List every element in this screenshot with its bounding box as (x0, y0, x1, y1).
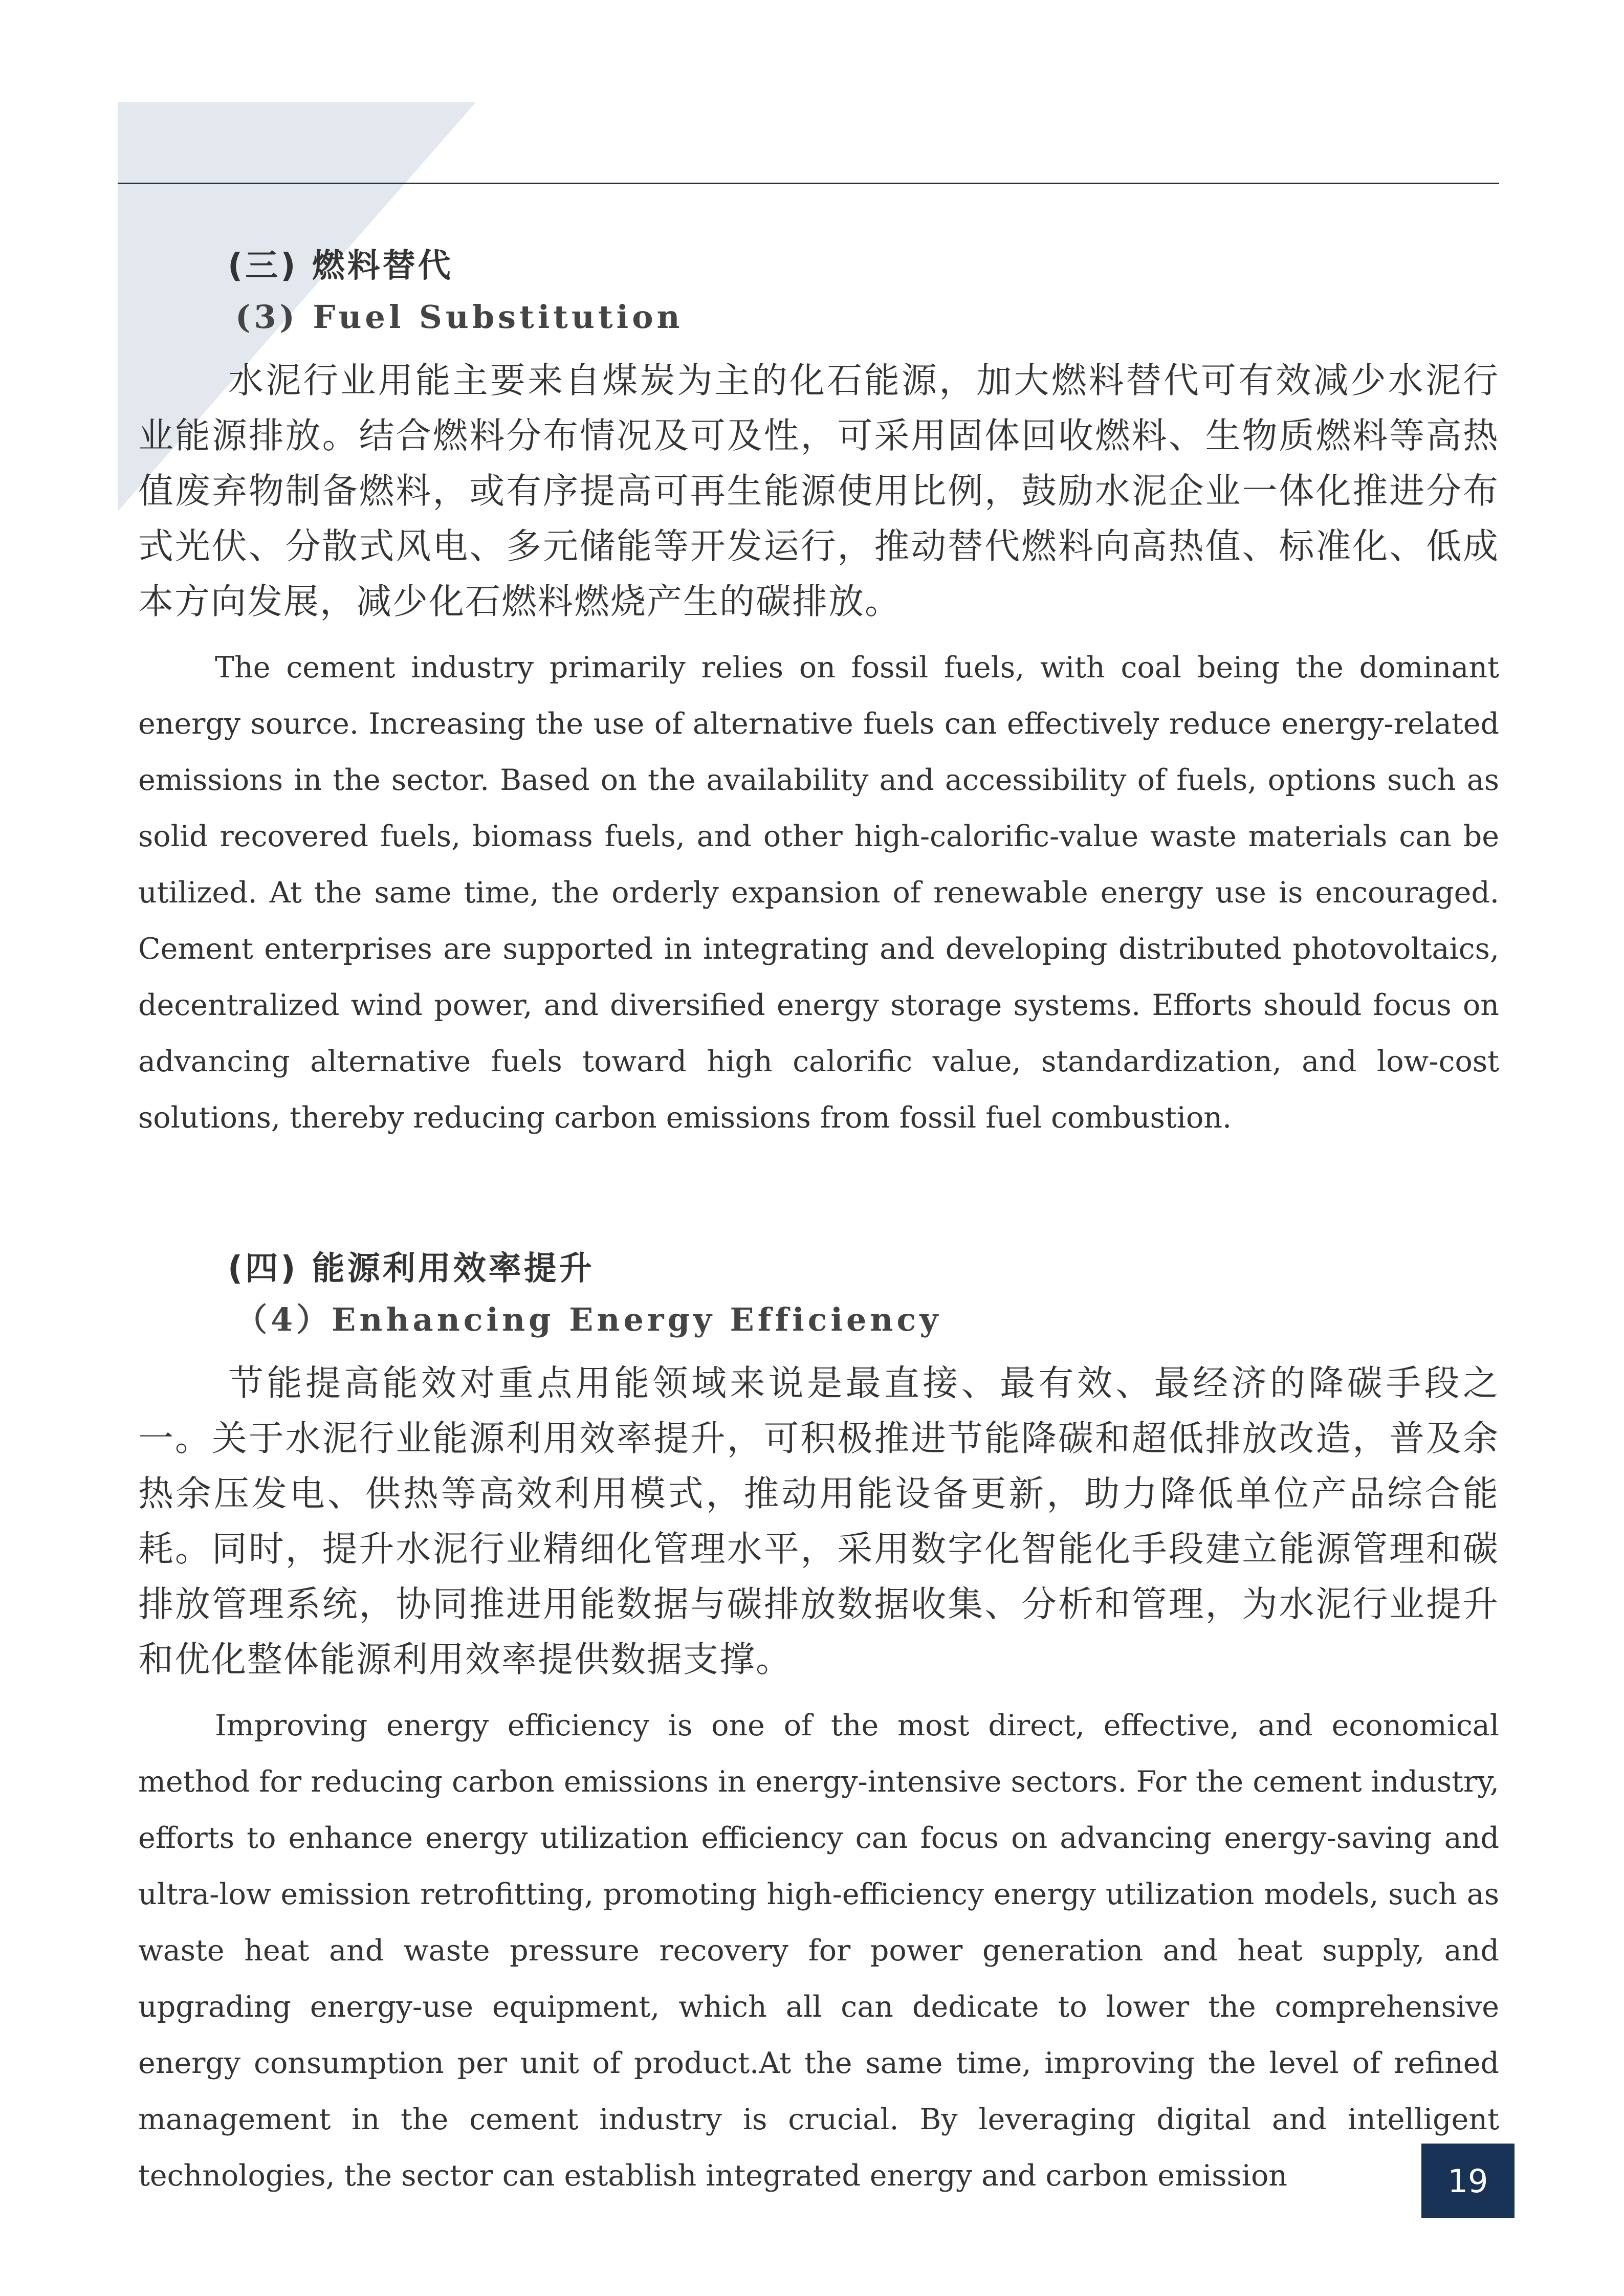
section-fuel-substitution (138, 240, 1499, 1146)
header-rule (118, 183, 1499, 184)
section4-body-en: Improving energy efficiency is one of the most direct, effective, and economical method for reducing carbon emissions in energy-intensive sectors. For the cement industry, efforts to enhance energy utilization efficiency can focus on advancing energy-saving and ultra-low emission retrofitting, promoting high-efficiency energy utilization models, such as waste heat and waste pressure recovery for power generation and heat supply, and upgrading energy-use equipment, which all can dedicate to lower the comprehensive energy consumption per unit of product.At the same time, improving the level of refined management in the cement industry is crucial. By leveraging digital and intelligent technologies, the sector can establish integrated energy and carbon emission (138, 1709, 1499, 2193)
section4-body-cn: 节能提高能效对重点用能领域来说是最直接、最有效、最经济的降碳手段之一。关于水泥行业能源利用效率提升，可积极推进节能降碳和超低排放改造，普及余热余压发电、供热等高效利用模式，推动用能设备更新，助力降低单位产品综合能耗。同时，提升水泥行业精细化管理水平，采用数字化智能化手段建立能源管理和碳排放管理系统，协同推进用能数据与碳排放数据收集、分析和管理，为水泥行业提升和优化整体能源利用效率提供数据支撑。 (138, 1363, 1499, 1680)
section3-body-en: The cement industry primarily relies on fossil fuels, with coal being the dominant energy source. Increasing the use of alternative fuels can effectively reduce energy-related emissions in the sector. Based on the availability and accessibility of fuels, options such as solid recovered fuels, biomass fuels, and other high-calorific-value waste materials can be utilized. At the same time, the orderly expansion of renewable energy use is encouraged. Cement enterprises are supported in integrating and developing distributed photovoltaics, decentralized wind power, and diversified energy storage systems. Efforts should focus on advancing alternative fuels toward high calorific value, standardization, and low-cost solutions, thereby reducing carbon emissions from fossil fuel combustion. (138, 651, 1499, 1135)
section-spacer (138, 1146, 1499, 1243)
section4-heading-en: （4）Enhancing Energy Efficiency (235, 1301, 942, 1338)
page-content (138, 240, 1499, 2204)
section4-heading-cn: (四) 能源利用效率提升 (228, 1250, 595, 1288)
section3-body-cn: 水泥行业用能主要来自煤炭为主的化石能源，加大燃料替代可有效减少水泥行业能源排放。结合燃料分布情况及可及性，可采用固体回收燃料、生物质燃料等高热值废弃物制备燃料，或有序提高可再生能源使用比例，鼓励水泥企业一体化推进分布式光伏、分散式风电、多元储能等开发运行，推动替代燃料向高热值、标准化、低成本方向发展，减少化石燃料燃烧产生的碳排放。 (138, 360, 1499, 622)
section3-heading-en: (3) Fuel Substitution (235, 298, 684, 336)
section-energy-efficiency (138, 1243, 1499, 2204)
section3-heading-cn: (三) 燃料替代 (228, 247, 453, 285)
page-number: 19 (1421, 2144, 1515, 2218)
